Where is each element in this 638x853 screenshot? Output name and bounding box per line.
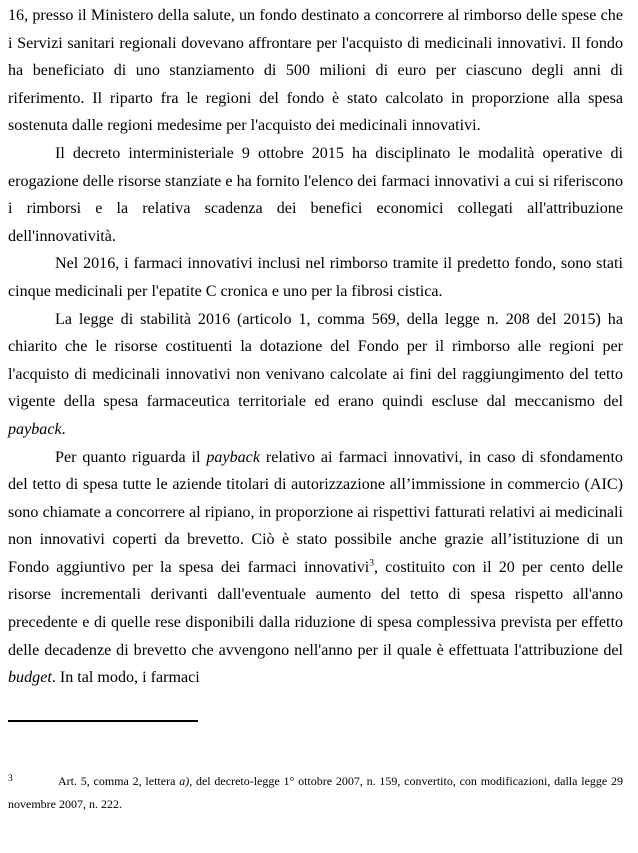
text-run: Nel 2016, i farmaci innovativi inclusi nel rimborso tramite il predetto fondo, sono stati cinque medicinali per l'epatite C cronica e uno per la fibrosi cistica. [8,255,623,300]
italic-term: a) [179,774,190,788]
paragraph [8,250,623,305]
text-run: , del decreto-legge 1° ottobre 2007, n. 159, convertito, con modificazioni, dalla legge 29 novembre 2007, n. 222. [8,774,624,811]
text-run: Art. 5, comma 2, lettera [58,774,180,788]
footnote-text: 3 Art. 5, comma 2, lettera a), del decreto-legge 1° ottobre 2007, n. 159, convertito, con modificazioni, dalla legge 29 novembre 2007, n. 222. [8,774,624,811]
text-run: La legge di stabilità 2016 (articolo 1, comma 569, della legge n. 208 del 2015) ha chiarito che le risorse costituenti la dotazione del Fondo per il rimborso alle regioni per l'acquisto di medicinali innovativi non venivano calcolate ai fini del raggiungimento del tetto vigente della spesa farmaceutica territoriale ed erano quindi escluse dal meccanismo del [8,310,623,411]
paragraph [8,444,623,692]
footnote-body [8,774,623,811]
text-run: Per quanto riguarda il [55,448,207,466]
footnote-separator [8,720,198,722]
italic-term: payback [8,420,62,438]
paragraph [8,306,623,444]
italic-term: budget [8,669,52,687]
paragraph [8,140,623,250]
body-text [8,2,623,692]
text-run: relativo ai farmaci innovativi, in caso di sfondamento del tetto di spesa tutte le aziende titolari di autorizzazione all’immissione in commercio (AIC) sono chiamate a concorrere al ripiano, in proporzione ai rispettivi fatturati relativi ai medicinali non innovativi coperti da brevetto. Ciò è stato possibile anche grazie all’istituzione di un Fondo aggiuntivo per la spesa dei farmaci innovativi [8,448,623,576]
text-run: . In tal modo, i farmaci [51,669,200,687]
paragraph [8,2,623,140]
italic-term: payback [206,448,260,466]
text-run: . [61,420,66,438]
text-run: Il decreto interministeriale 9 ottobre 2015 ha disciplinato le modalità operative di erogazione delle risorse stanziate e ha fornito l'elenco dei farmaci innovativi a cui si riferiscono i rimborsi e la relativa scadenza dei benefici economici collegati all'attribuzione dell'innovatività. [8,144,623,245]
footnote-reference: 3 [369,558,374,569]
footnote [8,770,623,816]
text-run: 16, presso il Ministero della salute, un fondo destinato a concorrere al rimborso delle spese che i Servizi sanitari regionali dovevano affrontare per l'acquisto di medicinali innovativi. Il fondo ha beneficiato di uno stanziamento di 500 milioni di euro per ciascuno degli anni di riferimento. Il riparto fra le regioni del fondo è stato calcolato in proporzione alla spesa sostenuta dalle regioni medesime per l'acquisto dei medicinali innovativi. [8,7,623,135]
text-run: , costituito con il 20 per cento delle risorse incrementali derivanti dall'eventuale aumento del tetto di spesa rispetto all'anno precedente e di quelle rese disponibili dalla riduzione di spesa complessiva prevista per effetto delle decadenze di brevetto che avvengono nell'anno per il quale è effettuata l'attribuzione del [8,558,623,659]
